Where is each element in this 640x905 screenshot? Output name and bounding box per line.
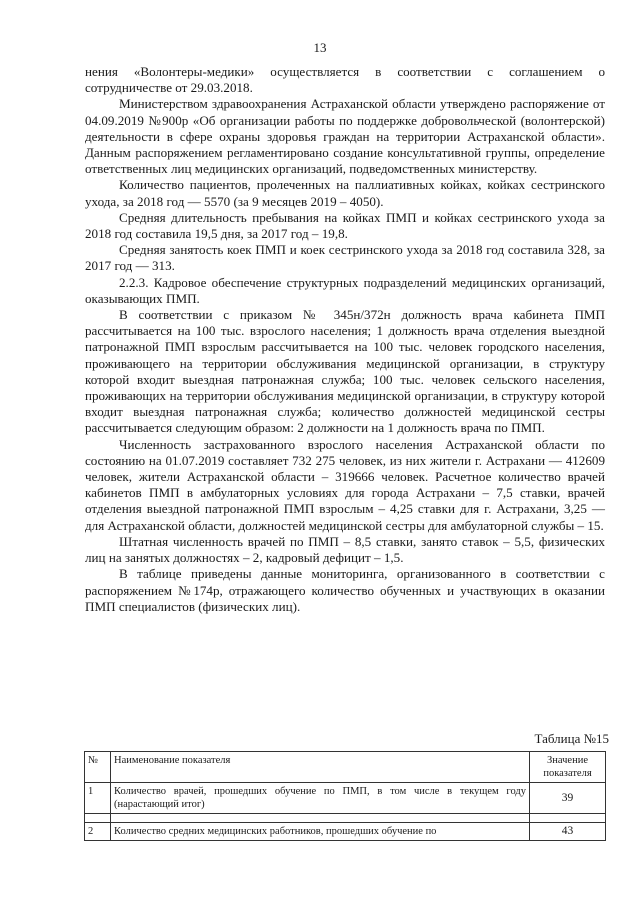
document-body — [85, 64, 605, 615]
staff-training-table — [84, 751, 606, 841]
row-name: Количество врачей, прошедших обучение по ПМП, в том числе в текущем году (нарастающий итог) — [111, 783, 530, 814]
paragraph: нения «Волонтеры-медики» осуществляется в соответствии с соглашением о сотрудничестве от 29.03.2018. — [85, 64, 605, 96]
spacer-cell — [530, 814, 606, 823]
paragraph: Средняя занятость коек ПМП и коек сестринского ухода за 2018 год составила 328, за 2017 год — 313. — [85, 242, 605, 274]
paragraph: 2.2.3. Кадровое обеспечение структурных подразделений медицинских организаций, оказывающих ПМП. — [85, 274, 605, 306]
paragraph: В таблице приведены данные мониторинга, организованного в соответствии с распоряжением №174р, отражающего количество обученных и участвующих в оказании ПМП специалистов (физических лиц). — [85, 566, 605, 614]
table-header-row — [85, 752, 606, 783]
paragraph: Количество пациентов, пролеченных на паллиативных койках, койках сестринского ухода, за 2018 год — 5570 (за 9 месяцев 2019 – 4050). — [85, 177, 605, 209]
paragraph: Средняя длительность пребывания на койках ПМП и койках сестринского ухода за 2018 год составила 19,5 дня, за 2017 год – 19,8. — [85, 209, 605, 242]
table-row — [85, 823, 606, 841]
row-value: 43 — [530, 823, 606, 841]
spacer-cell — [85, 814, 111, 823]
page-number: 13 — [313, 40, 327, 55]
row-num: 2 — [85, 823, 111, 841]
table-row — [85, 783, 606, 814]
table-spacer — [85, 814, 606, 823]
paragraph: Министерством здравоохранения Астраханской области утверждено распоряжение от 04.09.2019 №900р «Об организации работы по поддержке добровольческой (волонтерской) деятельности в сфере охраны здоровья граждан на территории Астраханской области». Данным распоряжением регламентировано создание консультативной группы, определение ответственных лиц медицинских организаций, подведомственных министерству. — [85, 96, 605, 177]
table-caption: Таблица №15 — [534, 731, 609, 746]
row-name: Количество средних медицинских работников, прошедших обучение по — [111, 823, 530, 841]
paragraph: В соответствии с приказом № 345н/372н должность врача кабинета ПМП рассчитывается на 100 тыс. взрослого населения; 1 должность врача отделения выездной патронажной ПМП взрослым рассчитывается на 100 тыс. человек городского населения, проживающего на территории обслуживания медицинской организации, в структуру которой входит выездная патронажная служба; 100 тыс. человек сельского населения, проживающих на территории обслуживания медицинской организации, в структуру которой входит выездная патронажная служба; количество должностей медицинской сестры рассчитывается следующим образом: 2 должности на 1 должность врача по ПМП. — [85, 307, 605, 436]
header-value: Значение показателя — [530, 752, 606, 783]
paragraph: Штатная численность врачей по ПМП – 8,5 ставки, занято ставок – 5,5, физических лиц на занятых должностях – 2, кадровый дефицит – 1,5. — [85, 533, 605, 566]
header-name: Наименование показателя — [111, 752, 530, 783]
paragraph: Численность застрахованного взрослого населения Астраханской области по состоянию на 01.07.2019 составляет 732 275 человек, из них жители г. Астрахани — 412609 человек, жители Астраханской области – 319666 человек. Расчетное количество врачей кабинетов ПМП в амбулаторных условиях для города Астрахани – 7,5 ставки, врачей отделения выездной патронажной ПМП взрослым – 4,25 ставки для г. Астрахани, 3,25 — для Астраханской области, должностей медицинской сестры для амбулаторной службы – 15. — [85, 436, 605, 533]
header-num: № — [85, 752, 111, 783]
row-num: 1 — [85, 783, 111, 814]
row-value: 39 — [530, 783, 606, 814]
spacer-cell — [111, 814, 530, 823]
